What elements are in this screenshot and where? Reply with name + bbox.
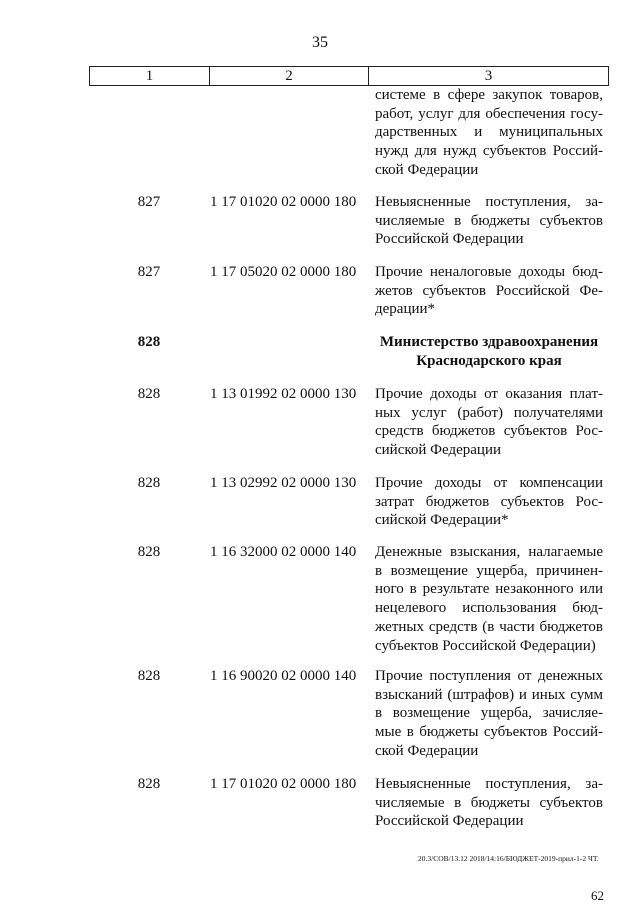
revenue-code: 1 17 01020 02 0000 180	[210, 776, 357, 792]
revenue-description	[375, 474, 603, 530]
text-line: Невыясненные поступления, за-	[375, 194, 603, 210]
revenue-description	[375, 543, 603, 655]
text-line: субъектов Российской Федерации)	[375, 637, 596, 654]
admin-code: 828	[137, 544, 161, 560]
revenue-description	[375, 385, 603, 460]
text-line: числяемые в бюджеты субъектов	[375, 794, 603, 811]
text-line: системе в сфере закупок товаров,	[375, 87, 603, 103]
text-line: средств бюджетов субъектов Рос-	[375, 423, 603, 440]
table-header	[89, 66, 609, 86]
text-line: сийской Федерации	[375, 442, 502, 459]
admin-code: 827	[137, 194, 161, 210]
text-line: жетов субъектов Российской Фе-	[375, 282, 603, 299]
header-col-3: 3	[484, 68, 493, 84]
revenue-code: 1 13 01992 02 0000 130	[210, 386, 357, 402]
document-footer-code: 20.3/СОВ/13.12 2018/14:16/БЮДЖЕТ-2019-прил-1-2 ЧТ.	[418, 854, 599, 863]
revenue-code: 1 16 32000 02 0000 140	[210, 544, 357, 560]
text-line: жетных средств (в части бюджетов	[375, 618, 603, 635]
page-number: 35	[312, 34, 328, 51]
header-col-1: 1	[90, 67, 210, 85]
text-line: Невыясненные поступления, за-	[375, 776, 603, 792]
admin-code: 828	[137, 334, 161, 350]
text-line: ской Федерации	[375, 161, 479, 178]
text-line: дарственных и муниципальных	[375, 124, 603, 141]
revenue-code: 1 17 05020 02 0000 180	[210, 264, 357, 280]
text-line: Российской Федерации	[375, 231, 524, 248]
revenue-code: 1 17 01020 02 0000 180	[210, 194, 357, 210]
text-line: ных услуг (работ) получателями	[375, 404, 603, 421]
admin-code: 828	[137, 668, 161, 684]
text-line: Прочие доходы от оказания плат-	[375, 386, 603, 402]
ministry-title	[375, 333, 603, 370]
text-line: нецелевого использования бюд-	[375, 600, 603, 617]
text-line: взысканий (штрафов) и иных сумм	[375, 686, 603, 703]
text-line: затрат бюджетов субъектов Рос-	[375, 493, 603, 510]
text-line: Прочие поступления от денежных	[375, 668, 603, 684]
text-line: дерации*	[375, 301, 436, 318]
revenue-code: 1 13 02992 02 0000 130	[210, 475, 357, 491]
text-line: Министерство здравоохранения	[379, 334, 599, 350]
header-col-2: 2	[210, 67, 369, 85]
revenue-description	[375, 667, 603, 761]
text-line: в возмещение ущерба, причинен-	[375, 562, 603, 579]
admin-code: 828	[137, 776, 161, 792]
text-line: Краснодарского края	[416, 352, 562, 369]
text-line: Денежные взыскания, налагаемые	[375, 544, 603, 560]
revenue-code: 1 16 90020 02 0000 140	[210, 668, 357, 684]
revenue-description	[375, 193, 603, 249]
continuation-text	[375, 86, 603, 180]
revenue-description	[375, 775, 603, 831]
text-line: ской Федерации	[375, 742, 479, 759]
text-line: в возмещение ущерба, зачисляе-	[375, 705, 603, 722]
text-line: ного в результате незаконного или	[375, 581, 603, 598]
text-line: Российской Федерации	[375, 813, 524, 830]
admin-code: 828	[137, 386, 161, 402]
admin-code: 828	[137, 475, 161, 491]
text-line: Прочие неналоговые доходы бюд-	[375, 264, 603, 280]
text-line: Прочие доходы от компенсации	[375, 475, 603, 491]
text-line: работ, услуг для обеспечения госу-	[375, 105, 603, 122]
text-line: мые в бюджеты субъектов Россий-	[375, 724, 603, 741]
text-line: числяемые в бюджеты субъектов	[375, 212, 603, 229]
text-line: нужд для нужд субъектов Россий-	[375, 143, 603, 160]
admin-code: 827	[137, 264, 161, 280]
text-line: сийской Федерации*	[375, 512, 509, 529]
corner-page-number: 62	[591, 888, 604, 903]
revenue-description	[375, 263, 603, 319]
